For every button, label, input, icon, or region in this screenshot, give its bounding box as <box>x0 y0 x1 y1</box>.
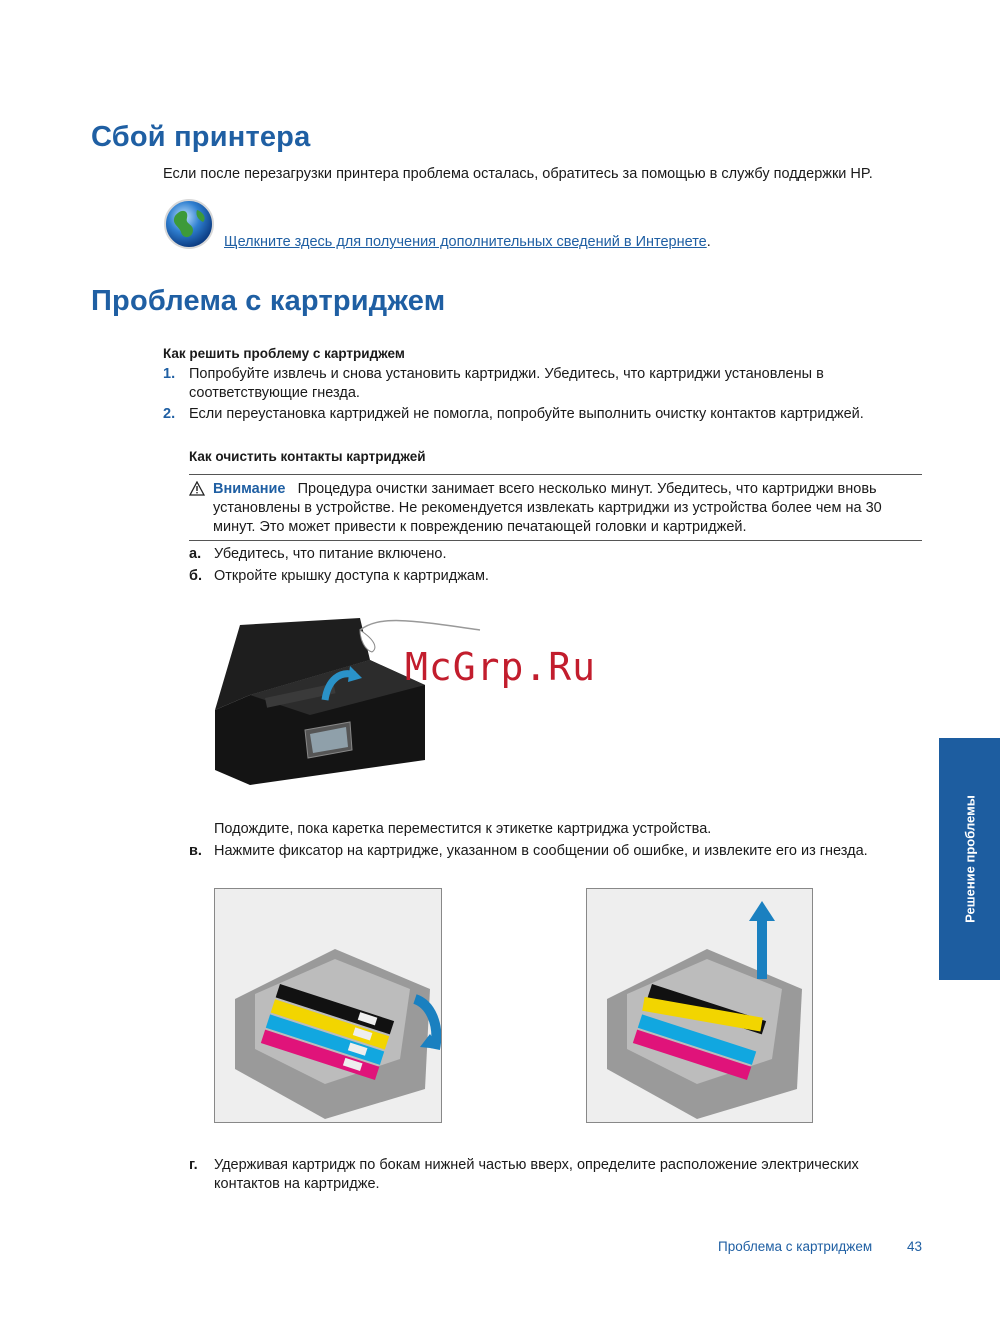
link-tail: . <box>706 234 711 250</box>
watermark-text: McGrp.Ru <box>405 645 597 689</box>
printer-open-lid-illustration <box>210 600 490 795</box>
footer-section-name: Проблема с картриджем <box>718 1239 873 1254</box>
substep-text: Убедитесь, что питание включено. <box>214 546 447 562</box>
substep-letter: в. <box>189 843 202 859</box>
substep-letter: г. <box>189 1157 198 1173</box>
section-title-printer-failure: Сбой принтера <box>91 121 311 153</box>
step-number: 1. <box>163 366 176 382</box>
section-title-cartridge-problem: Проблема с картриджем <box>91 285 446 317</box>
cartridge-latch-press-illustration <box>214 888 442 1123</box>
caution-text-1: Процедура очистки занимает всего несколько минут. Убедитесь, что картриджи вновь <box>297 481 877 497</box>
caution-bottom-rule <box>189 540 922 541</box>
procedure-title: Как очистить контакты картриджей <box>189 449 426 464</box>
substep-b <box>189 567 489 586</box>
caution-top-rule <box>189 474 922 475</box>
substep-a <box>189 545 447 564</box>
substep-letter: а. <box>189 546 202 562</box>
step-text: Попробуйте извлечь и снова установить картриджи. Убедитесь, что картриджи установлены в <box>189 366 824 382</box>
step-text: Если переустановка картриджей не помогла, попробуйте выполнить очистку контактов картриджей. <box>189 406 864 422</box>
side-tab <box>939 738 1000 980</box>
caution-text-2: установлены в устройстве. Не рекомендуется извлекать картриджи из устройства более чем на 30 <box>213 500 882 516</box>
more-info-line <box>224 233 711 252</box>
caution-text-3: минут. Это может привести к повреждению печатающей головки и картриджей. <box>213 519 747 535</box>
step-text-cont: соответствующие гнезда. <box>189 385 360 401</box>
substep-text-cont: контактов на картридже. <box>214 1176 380 1192</box>
globe-icon <box>163 198 215 250</box>
caution-label: Внимание <box>213 481 286 497</box>
side-tab-label: Решение проблемы <box>962 795 977 923</box>
substep-text: Нажмите фиксатор на картридже, указанном в сообщении об ошибке, и извлеките его из гнезда. <box>214 843 868 859</box>
caution-block <box>213 480 923 537</box>
substep-v <box>189 842 868 861</box>
warning-triangle-icon <box>189 481 205 496</box>
solve-subheading: Как решить проблему с картриджем <box>163 346 405 361</box>
step-number: 2. <box>163 406 176 422</box>
substep-g <box>189 1156 909 1194</box>
more-info-link[interactable]: Щелкните здесь для получения дополнительных сведений в Интернете <box>224 234 707 250</box>
page-number: 43 <box>907 1239 923 1254</box>
cartridge-remove-illustration <box>586 888 813 1123</box>
substep-text: Откройте крышку доступа к картриджам. <box>214 568 489 584</box>
step-2 <box>163 405 923 424</box>
step-1 <box>163 365 903 403</box>
substep-letter: б. <box>189 568 202 584</box>
wait-text: Подождите, пока каретка переместится к этикетке картриджа устройства. <box>214 821 712 837</box>
substep-text: Удерживая картридж по бокам нижней частью вверх, определите расположение электрических <box>214 1157 859 1173</box>
printer-failure-text: Если после перезагрузки принтера проблема осталась, обратитесь за помощью в службу поддержки HP. <box>163 166 873 182</box>
